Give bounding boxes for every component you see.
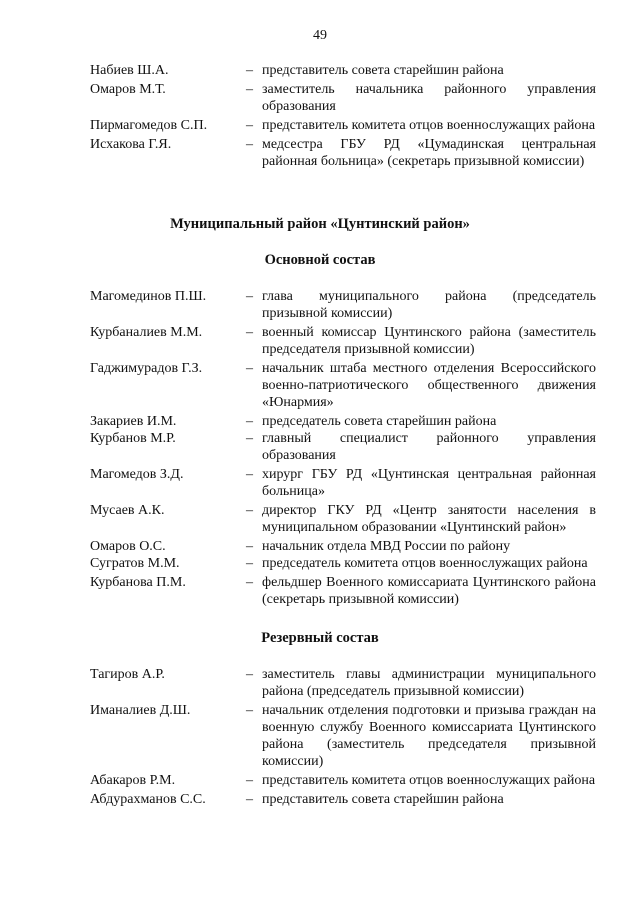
- member-role: представитель комитета отцов военнослужащих района: [262, 773, 596, 788]
- dash: –: [246, 467, 253, 482]
- member-row: [0, 288, 640, 322]
- member-role: представитель совета старейшин района: [262, 792, 504, 807]
- member-name: Гаджимурадов Г.З.: [90, 361, 203, 376]
- dash: –: [246, 361, 253, 376]
- member-row: [0, 791, 640, 808]
- member-row: [0, 555, 640, 572]
- member-role: хирург ГБУ РД «Цунтинская центральная районная больница»: [262, 467, 596, 499]
- dash: –: [246, 503, 253, 518]
- member-role: начальник отдела МВД России по району: [262, 539, 511, 554]
- member-role: представитель совета старейшин района: [262, 63, 504, 78]
- dash: –: [246, 137, 253, 152]
- member-row: [0, 81, 640, 115]
- member-row: [0, 538, 640, 555]
- member-role: начальник штаба местного отделения Всероссийского военно-патриотического общественного движения «Юнармия»: [262, 361, 596, 410]
- member-role: председатель совета старейшин района: [262, 414, 497, 429]
- member-row: [0, 430, 640, 464]
- member-role: начальник отделения подготовки и призыва граждан на военную службу Военного комиссариата Цунтинского района (заместитель председателя призывной комиссии): [262, 703, 596, 769]
- district-title: Муниципальный район «Цунтинский район»: [170, 216, 470, 232]
- member-row: [0, 117, 640, 134]
- member-role: глава муниципального района (председатель призывной комиссии): [262, 289, 596, 321]
- dash: –: [246, 667, 253, 682]
- member-row: [0, 324, 640, 358]
- member-role: военный комиссар Цунтинского района (заместитель председателя призывной комиссии): [262, 325, 596, 357]
- section-continued-list: [0, 62, 640, 170]
- dash: –: [246, 325, 253, 340]
- member-row: [0, 136, 640, 170]
- member-role: заместитель начальника районного управления образования: [262, 82, 596, 114]
- member-name: Курбаналиев М.М.: [90, 325, 203, 340]
- member-name: Закариев И.М.: [90, 414, 177, 429]
- dash: –: [246, 773, 253, 788]
- dash: –: [246, 82, 253, 97]
- member-row: [0, 360, 640, 411]
- member-row: [0, 574, 640, 608]
- member-role: председатель комитета отцов военнослужащих района: [262, 556, 588, 571]
- member-name: Сугратов М.М.: [90, 556, 180, 571]
- member-row: [0, 702, 640, 770]
- reserve-composition-title: Резервный состав: [261, 630, 379, 646]
- dash: –: [246, 792, 253, 807]
- dash: –: [246, 575, 253, 590]
- member-name: Исхакова Г.Я.: [90, 137, 172, 152]
- member-name: Набиев Ш.А.: [90, 63, 169, 78]
- member-role: главный специалист районного управления образования: [262, 431, 596, 463]
- member-role: директор ГКУ РД «Центр занятости населения в муниципальном образовании «Цунтинский район»: [262, 503, 596, 535]
- member-row: [0, 666, 640, 700]
- member-name: Пирмагомедов С.П.: [90, 118, 208, 133]
- main-members-list: [0, 288, 640, 608]
- reserve-members-list: [0, 666, 640, 808]
- dash: –: [246, 414, 253, 429]
- member-name: Курбанов М.Р.: [90, 431, 176, 446]
- member-name: Омаров М.Т.: [90, 82, 166, 97]
- member-name: Иманалиев Д.Ш.: [90, 703, 191, 718]
- dash: –: [246, 431, 253, 446]
- member-role: медсестра ГБУ РД «Цумадинская центральная районная больница» (секретарь призывной комиссии): [262, 137, 596, 169]
- page-number: 49: [313, 28, 327, 43]
- member-role: заместитель главы администрации муниципального района (председатель призывной комиссии): [262, 667, 596, 699]
- member-name: Тагиров А.Р.: [90, 667, 165, 682]
- member-role: представитель комитета отцов военнослужащих района: [262, 118, 596, 133]
- member-name: Абдурахманов С.С.: [90, 792, 206, 807]
- member-row: [0, 62, 640, 79]
- member-row: [0, 466, 640, 500]
- dash: –: [246, 118, 253, 133]
- member-role: фельдшер Военного комиссариата Цунтинского района (секретарь призывной комиссии): [262, 575, 596, 607]
- member-row: [0, 502, 640, 536]
- dash: –: [246, 539, 253, 554]
- member-row: [0, 772, 640, 789]
- dash: –: [246, 556, 253, 571]
- member-name: Мусаев А.К.: [90, 503, 165, 518]
- member-name: Омаров О.С.: [90, 539, 166, 554]
- dash: –: [246, 289, 253, 304]
- main-composition-title: Основной состав: [264, 252, 376, 268]
- member-row: [0, 413, 640, 430]
- dash: –: [246, 703, 253, 718]
- dash: –: [246, 63, 253, 78]
- member-name: Курбанова П.М.: [90, 575, 186, 590]
- member-name: Абакаров Р.М.: [90, 773, 176, 788]
- member-name: Магомедов З.Д.: [90, 467, 184, 482]
- member-name: Магомединов П.Ш.: [90, 289, 207, 304]
